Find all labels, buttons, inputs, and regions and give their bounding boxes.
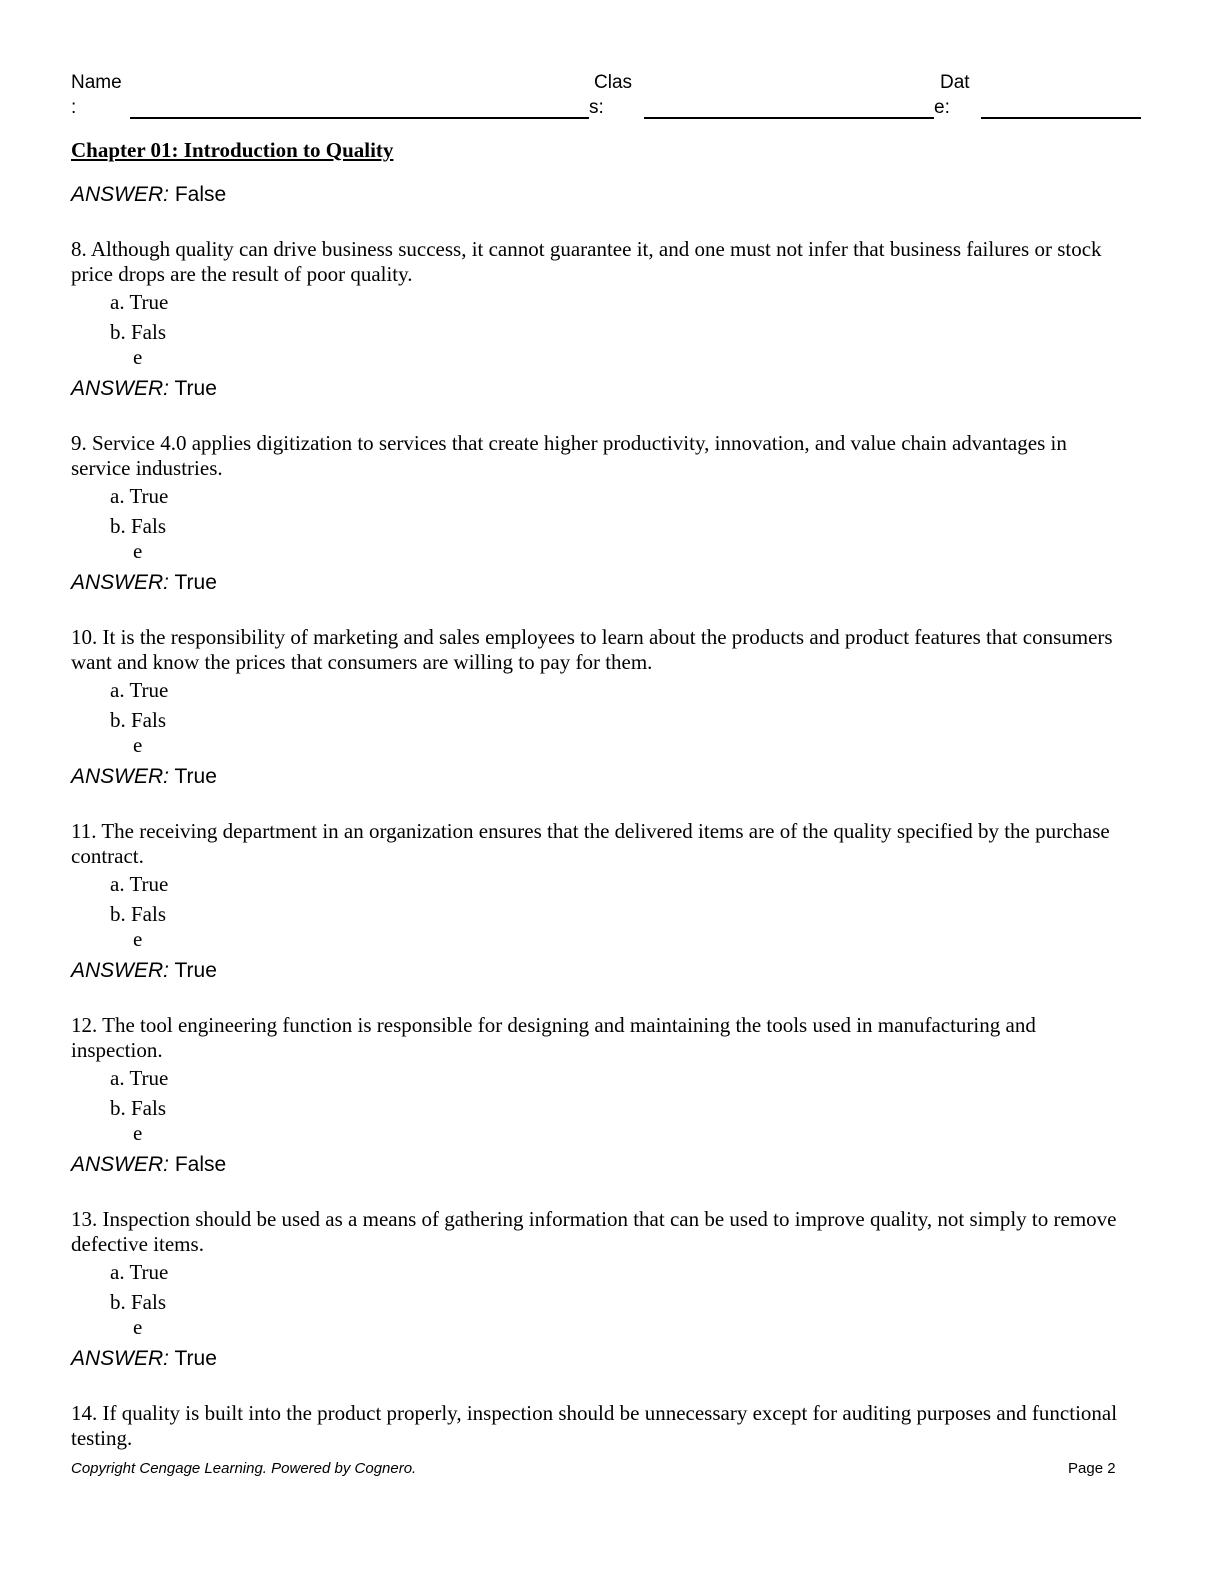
- class-field-line[interactable]: [644, 117, 934, 119]
- question-8-text: 8. Although quality can drive business success, it cannot guarantee it, and one must not infer that business failures or stock price drops are the result of poor quality.: [71, 237, 1102, 286]
- question-9-text: 9. Service 4.0 applies digitization to services that create higher productivity, innovation, and value chain advantages in service industries.: [71, 431, 1067, 480]
- question-14-text: 14. If quality is built into the product properly, inspection should be unnecessary except for auditing purposes and functional testing.: [71, 1401, 1118, 1450]
- question-9-choice-b[interactable]: [110, 514, 180, 564]
- footer-copyright: Copyright Cengage Learning. Powered by Cognero.: [71, 1460, 417, 1477]
- question-12-choice-b[interactable]: [110, 1096, 180, 1146]
- chapter-title: Chapter 01: Introduction to Quality: [71, 138, 394, 162]
- answer-value: True: [174, 377, 217, 400]
- question-13-choice-b[interactable]: [110, 1290, 180, 1340]
- date-label-suffix: e:: [934, 97, 950, 118]
- choice-b-text: b. Fals: [110, 1290, 167, 1314]
- name-label-colon: :: [71, 97, 77, 118]
- choice-b-text: b. Fals: [110, 514, 167, 538]
- answer-label: ANSWER:: [71, 959, 170, 982]
- name-label: Name: [71, 72, 122, 93]
- answer-value: False: [174, 183, 227, 206]
- choice-b-text-wrap: e: [133, 733, 143, 757]
- question-11-choice-b[interactable]: [110, 902, 180, 952]
- answer-value: False: [174, 1153, 227, 1176]
- page-number: Page 2: [1068, 1460, 1116, 1477]
- question-10-answer: [71, 764, 217, 790]
- class-label-suffix: s:: [589, 97, 604, 118]
- choice-b-text: b. Fals: [110, 708, 167, 732]
- choice-b-text-wrap: e: [133, 927, 143, 951]
- question-10-choice-a[interactable]: a. True: [110, 678, 169, 702]
- answer-label: ANSWER:: [71, 1153, 170, 1176]
- date-label: Dat: [940, 72, 970, 93]
- choice-b-text-wrap: e: [133, 539, 143, 563]
- answer-value: True: [174, 959, 217, 982]
- question-12-answer: [71, 1152, 226, 1178]
- question-10-choice-b[interactable]: [110, 708, 180, 758]
- choice-b-text-wrap: e: [133, 1121, 143, 1145]
- answer-label: ANSWER:: [71, 1347, 170, 1370]
- choice-b-text-wrap: e: [133, 345, 143, 369]
- choice-b-text: b. Fals: [110, 1096, 167, 1120]
- question-13-answer: [71, 1346, 217, 1372]
- answer-label: ANSWER:: [71, 765, 170, 788]
- question-12-choice-a[interactable]: a. True: [110, 1066, 169, 1090]
- answer-label: ANSWER:: [71, 571, 170, 594]
- question-8-choice-a[interactable]: a. True: [110, 290, 169, 314]
- answer-label: ANSWER:: [71, 183, 170, 206]
- question-11-text: 11. The receiving department in an organization ensures that the delivered items are of the quality specified by the purchase contract.: [71, 819, 1110, 868]
- question-10-text: 10. It is the responsibility of marketing and sales employees to learn about the products and product features that consumers want and know the prices that consumers are willing to pay for them.: [71, 625, 1113, 674]
- answer-value: True: [174, 571, 217, 594]
- choice-b-text: b. Fals: [110, 902, 167, 926]
- name-field-line[interactable]: [130, 117, 589, 119]
- question-11-choice-a[interactable]: a. True: [110, 872, 169, 896]
- question-8-answer: [71, 376, 217, 402]
- question-11-answer: [71, 958, 217, 984]
- answer-value: True: [174, 1347, 217, 1370]
- question-13-text: 13. Inspection should be used as a means of gathering information that can be used to improve quality, not simply to remove defective items.: [71, 1207, 1117, 1256]
- question-9-answer: [71, 570, 217, 596]
- class-label: Clas: [594, 72, 633, 93]
- question-12-text: 12. The tool engineering function is responsible for designing and maintaining the tools used in manufacturing and inspection.: [71, 1013, 1036, 1062]
- question-8-choice-b[interactable]: [110, 320, 180, 370]
- answer-value: True: [174, 765, 217, 788]
- answer-label: ANSWER:: [71, 377, 170, 400]
- question-9-choice-a[interactable]: a. True: [110, 484, 169, 508]
- date-field-line[interactable]: [981, 117, 1141, 119]
- question-13-choice-a[interactable]: a. True: [110, 1260, 169, 1284]
- answer-line: [71, 182, 226, 208]
- choice-b-text-wrap: e: [133, 1315, 143, 1339]
- choice-b-text: b. Fals: [110, 320, 167, 344]
